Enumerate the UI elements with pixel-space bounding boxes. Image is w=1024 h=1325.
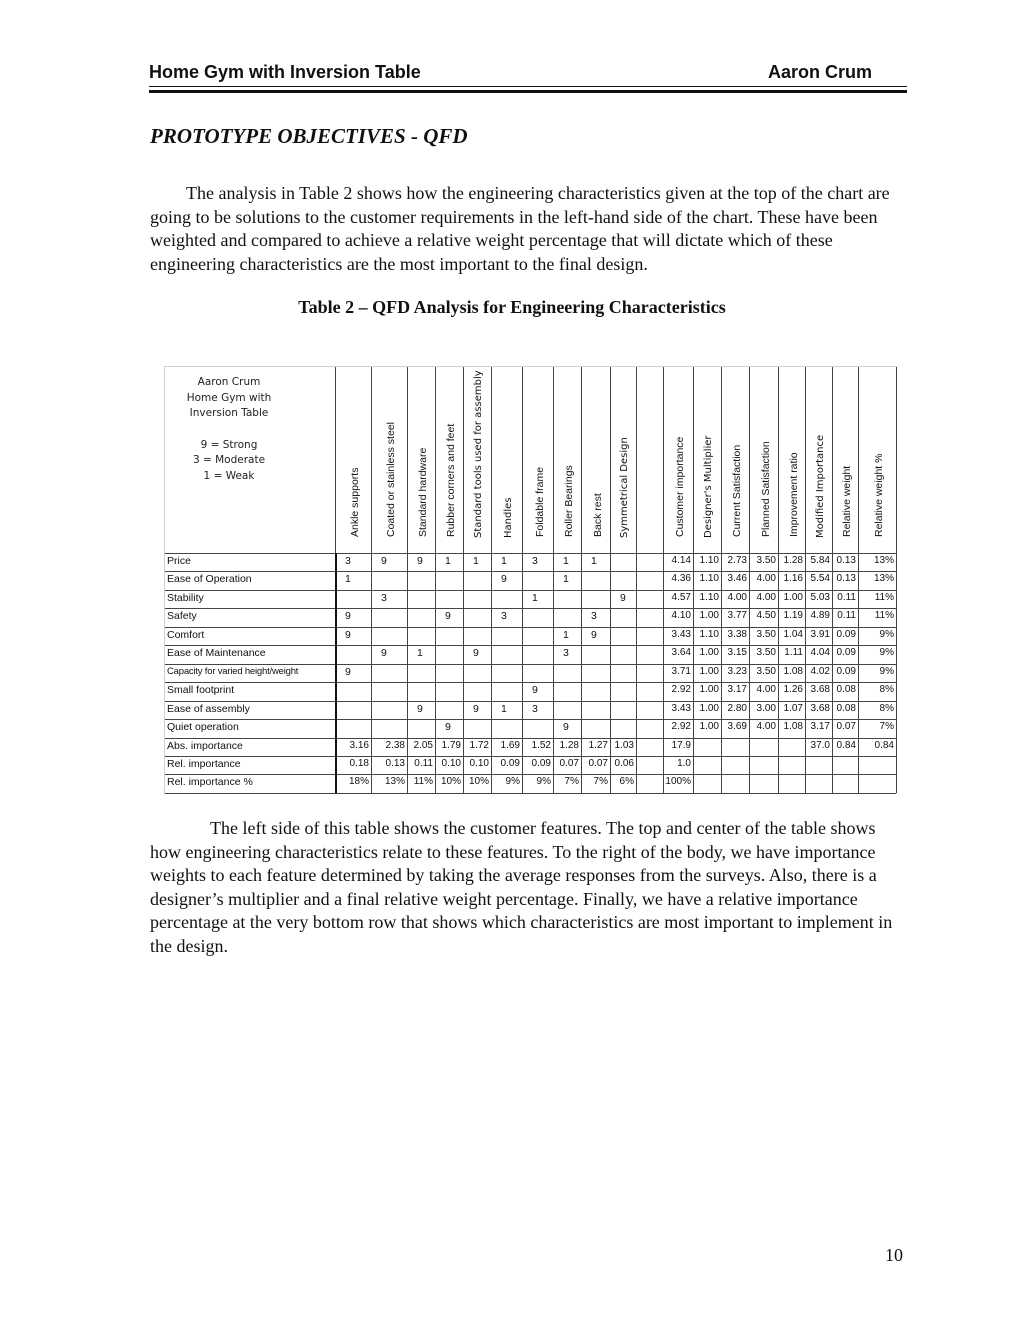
matrix-cell: 6% <box>619 776 634 788</box>
column-divider <box>463 553 464 793</box>
column-header-label: Modified Importance <box>814 434 826 538</box>
metric-cell: 0.84 <box>836 739 856 751</box>
metric-cell: 3.77 <box>727 610 747 622</box>
row-divider <box>165 553 896 554</box>
metric-cell: 0.08 <box>836 684 856 696</box>
page-header <box>149 62 907 88</box>
column-header-label: Current Satisfaction <box>731 444 743 537</box>
matrix-cell: 3 <box>532 555 538 567</box>
matrix-cell: 9 <box>473 647 479 660</box>
matrix-cell: 13% <box>384 776 405 788</box>
metric-cell: 4.57 <box>671 591 691 603</box>
metric-cell: 4.89 <box>810 610 830 622</box>
matrix-cell: 1 <box>417 647 423 660</box>
matrix-cell: 1 <box>501 555 507 567</box>
metric-cell: 17.9 <box>671 739 691 751</box>
metric-cell: 13% <box>873 573 894 585</box>
metric-cell: 5.54 <box>810 573 830 585</box>
row-label: Rel. importance <box>167 757 241 770</box>
header-divider <box>832 367 833 553</box>
metric-cell: 1.26 <box>783 684 803 696</box>
metric-cell: 4.50 <box>756 610 776 622</box>
matrix-cell: 1 <box>591 555 597 567</box>
page-number: 10 <box>885 1245 903 1265</box>
matrix-cell: 2.05 <box>413 739 433 751</box>
matrix-cell: 9 <box>345 628 351 641</box>
column-header-label: Planned Satisfaction <box>759 441 772 537</box>
matrix-cell: 2.38 <box>385 739 405 751</box>
column-header-label: Ankle supports <box>349 467 361 537</box>
metric-cell: 3.43 <box>671 628 691 640</box>
header-author: Aaron Crum <box>767 62 872 82</box>
row-divider <box>165 664 896 665</box>
section-title: PROTOTYPE OBJECTIVES - QFD <box>150 124 468 148</box>
matrix-cell: 0.18 <box>349 757 369 769</box>
metric-cell: 2.73 <box>727 555 747 566</box>
metric-cell: 1.0 <box>677 757 691 769</box>
row-divider <box>165 682 896 683</box>
metric-cell: 37.0 <box>810 739 830 751</box>
matrix-cell: 1 <box>473 555 479 567</box>
metric-cell: 1.19 <box>783 610 803 622</box>
metric-cell: 1.00 <box>783 591 803 603</box>
matrix-cell: 9 <box>501 573 507 586</box>
metric-cell: 1.16 <box>783 573 803 585</box>
matrix-cell: 0.10 <box>469 757 489 769</box>
metric-cell: 1.10 <box>699 591 719 603</box>
metric-cell: 3.50 <box>756 628 776 640</box>
metric-cell: 2.92 <box>671 684 691 696</box>
metric-cell: 4.14 <box>671 555 691 566</box>
column-header-label: Improvement ratio <box>787 452 800 537</box>
metric-cell: 1.10 <box>699 573 719 585</box>
metric-cell: 3.64 <box>671 647 691 659</box>
header-divider <box>491 367 492 553</box>
metric-cell: 1.00 <box>699 610 719 622</box>
row-label: Comfort <box>167 628 205 641</box>
metric-cell: 4.36 <box>671 573 691 585</box>
metric-cell: 1.00 <box>699 647 719 659</box>
metric-cell: 3.17 <box>727 684 747 696</box>
matrix-cell: 9 <box>620 591 626 604</box>
matrix-cell: 3 <box>591 610 597 623</box>
header-divider <box>553 367 554 553</box>
header-divider <box>749 367 750 553</box>
matrix-cell: 11% <box>413 776 433 788</box>
metric-cell: 9% <box>879 628 894 640</box>
column-divider <box>371 553 372 793</box>
row-divider <box>165 608 896 609</box>
matrix-cell: 1 <box>532 591 538 604</box>
header-divider <box>407 367 408 553</box>
matrix-cell: 9 <box>445 721 451 734</box>
column-header-label: Relative weight <box>841 465 853 537</box>
metric-cell: 1.00 <box>699 684 719 696</box>
row-label: Price <box>167 555 191 567</box>
row-label: Ease of Operation <box>167 573 252 586</box>
matrix-cell: 1.28 <box>559 739 579 751</box>
matrix-cell: 0.06 <box>614 757 634 769</box>
column-divider <box>435 553 436 793</box>
metric-cell: 1.08 <box>783 721 803 733</box>
metric-cell: 3.43 <box>671 702 691 714</box>
matrix-cell: 7% <box>564 776 579 788</box>
metric-cell: 5.03 <box>810 591 830 603</box>
row-label: Small footprint <box>167 684 235 697</box>
header-divider <box>778 367 779 553</box>
metric-cell: 3.68 <box>810 702 830 714</box>
column-divider <box>335 553 337 793</box>
header-rule <box>149 86 907 87</box>
qfd-table <box>164 366 897 794</box>
matrix-cell: 1.03 <box>614 739 634 751</box>
metric-cell: 13% <box>873 555 894 566</box>
matrix-cell: 1.27 <box>588 739 608 751</box>
metric-cell: 8% <box>879 684 894 696</box>
metric-cell: 0.08 <box>836 702 856 714</box>
matrix-cell: 1 <box>563 628 569 641</box>
header-divider <box>610 367 611 553</box>
header-divider <box>581 367 582 553</box>
column-divider <box>636 553 637 793</box>
row-divider <box>165 571 896 572</box>
metric-cell: 11% <box>874 610 894 622</box>
metric-cell: 9% <box>879 647 894 659</box>
matrix-cell: 9 <box>473 702 479 715</box>
metric-cell: 4.02 <box>810 665 830 677</box>
metric-cell: 0.09 <box>836 647 856 659</box>
matrix-cell: 18% <box>348 776 369 788</box>
table-caption: Table 2 – QFD Analysis for Engineering Characteristics <box>298 297 726 317</box>
metric-cell: 4.00 <box>756 573 776 585</box>
row-label: Ease of Maintenance <box>167 647 266 660</box>
row-divider <box>165 719 896 720</box>
column-header-label: Standard tools used for assembly <box>473 370 484 538</box>
header-rule-thick <box>149 90 907 93</box>
column-divider <box>522 553 523 793</box>
header-divider <box>721 367 722 553</box>
header-divider <box>663 367 664 553</box>
closing-paragraph: The left side of this table shows the customer features. The top and center of the table shows how engineering characteristics relate to these features. To the right of the body, we have importance weights to each feature determined by taking the average responses from the surveys. Also, there is a designer’s multiplier and a final relative weight percentage. Finally, we have a relative importance percentage at the very bottom row that shows which characteristics are most important to implement in the design. <box>150 818 893 956</box>
metric-cell: 7% <box>879 721 894 733</box>
column-header-label: Standard hardware <box>417 447 429 537</box>
row-label: Abs. importance <box>167 739 243 752</box>
metric-cell: 100% <box>665 776 691 788</box>
metric-cell: 3.91 <box>810 628 830 640</box>
column-header-label: Coated or stainless steel <box>385 422 397 537</box>
legend-line: Home Gym with <box>186 391 272 404</box>
metric-cell: 3.38 <box>727 628 747 640</box>
metric-cell: 3.68 <box>810 684 830 696</box>
metric-cell: 1.08 <box>783 665 803 677</box>
header-title: Home Gym with Inversion Table <box>149 62 421 82</box>
matrix-cell: 0.11 <box>414 757 433 769</box>
row-divider <box>165 645 896 646</box>
metric-cell: 4.00 <box>756 684 776 696</box>
column-header-label: Designer's Multiplier <box>703 435 714 538</box>
matrix-cell: 3 <box>381 591 387 604</box>
matrix-cell: 0.07 <box>588 757 608 769</box>
header-divider <box>522 367 523 553</box>
row-label: Stability <box>167 591 204 604</box>
column-divider <box>491 553 492 793</box>
metric-cell: 3.17 <box>810 721 830 733</box>
matrix-cell: 1 <box>445 555 451 567</box>
matrix-cell: 9% <box>536 776 551 788</box>
matrix-cell: 3 <box>563 647 569 660</box>
matrix-cell: 1.69 <box>500 739 520 751</box>
metric-cell: 8% <box>879 702 894 714</box>
metric-cell: 1.11 <box>784 647 803 659</box>
header-divider <box>805 367 806 553</box>
row-label: Capacity for varied height/weight <box>167 665 299 677</box>
matrix-cell: 0.09 <box>500 757 520 769</box>
matrix-cell: 9 <box>381 555 387 567</box>
legend-line: Aaron Crum <box>197 376 261 388</box>
header-divider <box>858 367 859 553</box>
matrix-cell: 3.16 <box>349 739 369 751</box>
metric-cell: 4.00 <box>756 591 776 603</box>
row-divider <box>165 756 896 757</box>
metric-cell: 1.00 <box>699 665 719 677</box>
metric-cell: 3.23 <box>727 665 747 677</box>
matrix-cell: 1.72 <box>469 739 489 751</box>
metric-cell: 3.50 <box>756 647 776 659</box>
header-divider <box>371 367 372 553</box>
metric-cell: 3.71 <box>671 665 691 677</box>
row-divider <box>165 701 896 702</box>
metric-cell: 0.09 <box>836 628 856 640</box>
legend-weak: 1 = Weak <box>203 469 255 482</box>
column-header-label: Symmetrical Design <box>619 437 630 538</box>
column-header-label: Handles <box>502 497 514 538</box>
legend-moderate: 3 = Moderate <box>192 454 266 466</box>
metric-cell: 3.69 <box>727 721 747 733</box>
legend-strong: 9 = Strong <box>200 438 258 451</box>
matrix-cell: 9 <box>563 721 569 734</box>
metric-cell: 3.46 <box>727 573 747 585</box>
intro-paragraph: The analysis in Table 2 shows how the engineering characteristics given at the top of the chart are going to be solutions to the customer requirements in the left-hand side of the chart. These have been weighted and compared to achieve a relative weight percentage that will dictate which of these engineering characteristics are the most important to the final design. <box>150 183 890 274</box>
matrix-cell: 10% <box>440 776 461 788</box>
matrix-cell: 9 <box>532 684 538 697</box>
metric-cell: 0.07 <box>836 721 856 733</box>
row-label: Quiet operation <box>167 721 239 734</box>
matrix-cell: 3 <box>501 610 507 623</box>
column-divider <box>407 553 408 793</box>
column-header-label: Rubber corners and feet <box>445 423 457 537</box>
matrix-cell: 1.52 <box>531 739 551 751</box>
metric-cell: 0.13 <box>836 555 856 566</box>
matrix-cell: 9 <box>591 628 597 641</box>
matrix-cell: 0.09 <box>531 757 551 769</box>
matrix-cell: 9 <box>417 555 423 567</box>
metric-cell: 0.84 <box>874 739 894 751</box>
matrix-cell: 9 <box>417 702 423 715</box>
column-header-label: Back rest <box>591 493 604 537</box>
column-divider <box>581 553 582 793</box>
metric-cell: 4.10 <box>671 610 691 622</box>
matrix-cell: 1 <box>345 573 351 586</box>
header-divider <box>693 367 694 553</box>
metric-cell: 1.28 <box>783 555 803 566</box>
row-label: Ease of assembly <box>167 702 250 715</box>
metric-cell: 2.80 <box>727 702 747 714</box>
column-divider <box>610 553 611 793</box>
metric-cell: 4.00 <box>756 721 776 733</box>
matrix-cell: 9 <box>345 665 351 678</box>
metric-cell: 4.00 <box>727 591 747 603</box>
row-divider <box>165 774 896 775</box>
metric-cell: 5.84 <box>810 555 830 566</box>
row-divider <box>165 627 896 628</box>
metric-cell: 2.92 <box>671 721 691 733</box>
header-divider <box>636 367 637 553</box>
matrix-cell: 7% <box>593 776 608 788</box>
column-header-label: Customer importance <box>674 436 686 537</box>
matrix-cell: 3 <box>532 702 538 715</box>
row-label: Rel. importance % <box>167 776 253 789</box>
metric-cell: 3.00 <box>756 702 776 714</box>
metric-cell: 1.04 <box>783 628 803 640</box>
row-label: Safety <box>167 610 197 623</box>
matrix-cell: 1.79 <box>441 739 461 751</box>
metric-cell: 0.09 <box>836 665 856 677</box>
metric-cell: 0.11 <box>837 591 856 603</box>
row-divider <box>165 793 896 794</box>
metric-cell: 1.10 <box>699 628 719 640</box>
column-divider <box>896 553 897 793</box>
matrix-cell: 3 <box>345 555 351 567</box>
metric-cell: 9% <box>879 665 894 677</box>
metric-cell: 4.04 <box>810 647 830 659</box>
metric-cell: 3.15 <box>727 647 747 659</box>
header-divider <box>335 367 336 553</box>
row-divider <box>165 738 896 739</box>
header-divider <box>435 367 436 553</box>
row-divider <box>165 590 896 591</box>
matrix-cell: 9 <box>445 610 451 623</box>
matrix-cell: 9 <box>381 647 387 660</box>
matrix-cell: 1 <box>563 573 569 586</box>
matrix-cell: 1 <box>501 702 507 715</box>
column-header-label: Relative weight % <box>873 453 885 537</box>
matrix-cell: 10% <box>468 776 489 788</box>
metric-cell: 1.10 <box>699 555 719 566</box>
column-header-label: Foldable frame <box>533 466 546 537</box>
metric-cell: 1.00 <box>699 702 719 714</box>
legend-line: Inversion Table <box>189 407 269 419</box>
qfd-legend <box>165 375 293 484</box>
header-divider <box>896 367 897 553</box>
matrix-cell: 0.13 <box>385 757 405 769</box>
matrix-cell: 9 <box>345 610 351 623</box>
metric-cell: 1.00 <box>699 721 719 733</box>
matrix-cell: 0.10 <box>441 757 461 769</box>
metric-cell: 11% <box>874 591 894 603</box>
metric-cell: 3.50 <box>756 665 776 677</box>
matrix-cell: 1 <box>563 555 569 567</box>
metric-cell: 1.07 <box>783 702 803 714</box>
metric-cell: 0.11 <box>837 610 856 622</box>
matrix-cell: 0.07 <box>559 757 579 769</box>
header-divider <box>463 367 464 553</box>
metric-cell: 3.50 <box>756 555 776 566</box>
metric-cell: 0.13 <box>836 573 856 585</box>
column-divider <box>553 553 554 793</box>
matrix-cell: 9% <box>505 776 520 788</box>
column-header-label: Roller Bearings <box>563 465 575 537</box>
